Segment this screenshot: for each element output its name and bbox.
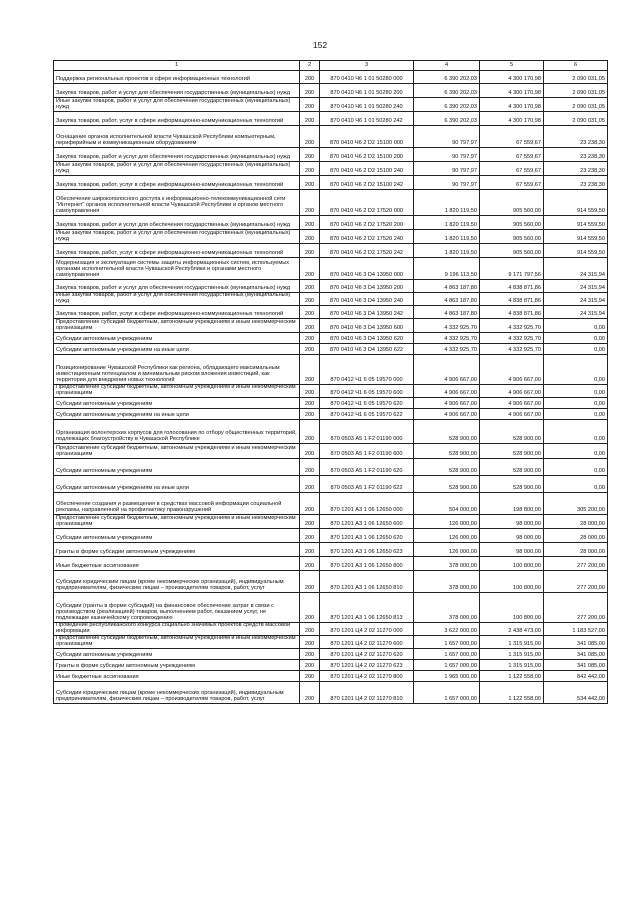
row-name: Иные закупки товаров, работ и услуг для обеспечения государственных (муниципальных) нужд [54,162,300,176]
table-row [54,190,608,216]
column-header-4: 4 [414,61,480,71]
table-row [54,681,608,703]
row-name: Иные закупки товаров, работ и услуг для обеспечения государственных (муниципальных) нужд [54,230,300,244]
row-classification-code: 870 1201 Ц4 2 02 11270 620 [320,648,414,659]
row-value-col5: 1 315 915,00 [480,659,544,670]
row-classification-code: 870 0410 Ч6 3 D4 13950 000 [320,258,414,280]
table-row [54,514,608,528]
row-code: 200 [300,570,320,592]
row-value-col6: 0,00 [544,344,608,355]
row-value-col6: 2 090 031,05 [544,71,608,84]
row-value-col5: 67 559,67 [480,126,544,148]
row-value-col6: 2 090 031,05 [544,112,608,126]
row-value-col6: 2 090 031,05 [544,84,608,98]
row-code: 200 [300,162,320,176]
table-row [54,385,608,398]
row-name: Предоставление субсидий бюджетным, автономным учреждениям и иным некоммерческим организациям [54,635,300,648]
row-classification-code: 870 1201 А3 1 06 12650 800 [320,556,414,570]
row-value-col6: 24 315,94 [544,258,608,280]
row-value-col5: 905 560,00 [480,190,544,216]
row-value-col5: 67 559,67 [480,176,544,190]
table-row [54,84,608,98]
table-row [54,148,608,162]
row-name: Закупка товаров, работ, услуг в сфере информационно-коммуникационных технологий [54,176,300,190]
row-code: 200 [300,419,320,443]
row-value-col5: 1 315 915,00 [480,635,544,648]
row-value-col4: 1 820 119,50 [414,216,480,230]
row-value-col5: 4 838 871,86 [480,306,544,319]
row-value-col4: 3 622 000,00 [414,622,480,635]
row-classification-code: 870 0410 Ч6 2 D2 15100 242 [320,176,414,190]
row-code: 200 [300,397,320,408]
row-code: 200 [300,681,320,703]
row-value-col5: 528 900,00 [480,419,544,443]
table-row [54,408,608,419]
row-value-col5: 4 906 667,00 [480,397,544,408]
row-name: Позиционирование Чувашской Республики как региона, обладающего максимальным инвестиционным потенциалом и минимальным риском вложения инвестиций, как территории для внедрения новых технологий [54,355,300,385]
budget-table-container [53,60,607,704]
row-value-col5: 67 559,67 [480,148,544,162]
column-number-row [54,61,608,71]
row-code: 200 [300,635,320,648]
row-value-col5: 4 838 871,86 [480,293,544,306]
row-value-col4: 90 797,97 [414,162,480,176]
table-row [54,71,608,84]
row-value-col6: 0,00 [544,458,608,475]
row-value-col5: 98 000,00 [480,542,544,556]
table-row [54,556,608,570]
row-value-col6: 0,00 [544,443,608,458]
row-code: 200 [300,126,320,148]
row-name: Закупка товаров, работ, услуг в сфере информационно-коммуникационных технологий [54,244,300,258]
budget-table [53,60,608,704]
row-code: 200 [300,542,320,556]
row-code: 200 [300,458,320,475]
row-classification-code: 870 1201 А3 1 06 12650 810 [320,570,414,592]
table-row [54,162,608,176]
table-row [54,659,608,670]
row-classification-code: 870 0503 А5 1 F2 01190 600 [320,443,414,458]
table-row [54,635,608,648]
row-value-col5: 100 800,00 [480,570,544,592]
row-value-col5: 100 800,00 [480,556,544,570]
row-value-col5: 4 332 925,70 [480,319,544,333]
page-number: 152 [312,40,328,50]
table-row [54,306,608,319]
row-value-col6: 24 315,94 [544,280,608,293]
row-code: 200 [300,190,320,216]
row-classification-code: 870 1201 Ц4 2 02 11270 600 [320,635,414,648]
row-classification-code: 870 0410 Ч6 3 D4 13950 620 [320,333,414,344]
row-value-col4: 1 965 000,00 [414,670,480,681]
row-code: 200 [300,492,320,514]
row-value-col5: 1 122 558,00 [480,670,544,681]
row-value-col4: 4 906 667,00 [414,397,480,408]
row-value-col6: 23 238,30 [544,162,608,176]
table-row [54,542,608,556]
row-value-col6: 341 085,00 [544,648,608,659]
row-code: 200 [300,112,320,126]
row-code: 200 [300,344,320,355]
row-code: 200 [300,556,320,570]
row-value-col4: 378 000,00 [414,556,480,570]
row-value-col5: 1 122 558,00 [480,681,544,703]
row-code: 200 [300,244,320,258]
row-code: 200 [300,475,320,492]
row-code: 200 [300,592,320,622]
row-classification-code: 870 0410 Ч6 2 D2 17520 242 [320,244,414,258]
row-code: 200 [300,258,320,280]
row-value-col6: 914 559,50 [544,230,608,244]
table-row [54,176,608,190]
row-name: Субсидии юридическим лицам (кроме некоммерческих организаций), индивидуальным предпринимателям, физическим лицам – производителям товаров, работ, услуг [54,681,300,703]
row-value-col5: 98 000,00 [480,514,544,528]
row-value-col6: 277 200,00 [544,570,608,592]
row-value-col4: 528 900,00 [414,443,480,458]
row-value-col5: 528 900,00 [480,475,544,492]
row-value-col6: 341 085,00 [544,659,608,670]
row-classification-code: 870 0410 Ч6 3 D4 13950 240 [320,293,414,306]
row-name: Предоставление субсидий бюджетным, автономным учреждениям и иным некоммерческим организациям [54,514,300,528]
row-classification-code: 870 1201 А3 1 06 12650 000 [320,492,414,514]
row-code: 200 [300,148,320,162]
row-value-col6: 2 090 031,05 [544,98,608,112]
row-value-col5: 528 900,00 [480,443,544,458]
row-value-col4: 90 797,97 [414,176,480,190]
row-classification-code: 870 0410 Ч6 2 D2 17520 200 [320,216,414,230]
column-header-6: 6 [544,61,608,71]
row-value-col4: 4 863 187,80 [414,293,480,306]
row-value-col6: 28 000,00 [544,514,608,528]
row-value-col5: 4 300 170,98 [480,98,544,112]
row-value-col6: 28 000,00 [544,528,608,542]
table-row [54,344,608,355]
row-value-col6: 534 442,00 [544,681,608,703]
row-value-col4: 4 863 187,80 [414,306,480,319]
row-name: Проведение республиканского конкурса социально значимых проектов средств массовой информации [54,622,300,635]
row-value-col6: 23 238,30 [544,176,608,190]
row-code: 200 [300,443,320,458]
row-value-col5: 2 438 473,00 [480,622,544,635]
row-value-col6: 24 315,94 [544,306,608,319]
row-name: Субсидии юридическим лицам (кроме некоммерческих организаций), индивидуальным предпринимателям, физическим лицам – производителям товаров, работ, услуг [54,570,300,592]
row-code: 200 [300,670,320,681]
row-name: Субсидии автономным учреждениям [54,648,300,659]
row-classification-code: 870 0410 Ч6 2 D2 15100 240 [320,162,414,176]
row-code: 200 [300,84,320,98]
row-value-col6: 0,00 [544,333,608,344]
row-value-col6: 341 085,00 [544,635,608,648]
row-name: Субсидии автономным учреждениям [54,397,300,408]
row-value-col5: 4 906 667,00 [480,408,544,419]
row-classification-code: 870 0412 Ч1 6 05 19570 622 [320,408,414,419]
row-value-col6: 0,00 [544,475,608,492]
row-value-col4: 1 820 119,50 [414,230,480,244]
row-value-col4: 126 000,00 [414,528,480,542]
row-classification-code: 870 0410 Ч6 1 01 50280 000 [320,71,414,84]
row-code: 200 [300,306,320,319]
row-value-col4: 6 390 202,03 [414,98,480,112]
row-classification-code: 870 0412 Ч1 6 05 19570 000 [320,355,414,385]
row-value-col4: 4 906 667,00 [414,408,480,419]
table-row [54,458,608,475]
row-value-col5: 905 560,00 [480,244,544,258]
table-row [54,397,608,408]
row-code: 200 [300,622,320,635]
row-value-col5: 98 000,00 [480,528,544,542]
row-value-col6: 0,00 [544,397,608,408]
row-value-col4: 4 332 925,70 [414,344,480,355]
row-code: 200 [300,648,320,659]
row-name: Субсидии автономным учреждениям на иные цели [54,344,300,355]
row-value-col5: 4 300 170,98 [480,71,544,84]
table-row [54,319,608,333]
row-name: Иные бюджетные ассигнования [54,556,300,570]
row-value-col4: 1 657 000,00 [414,659,480,670]
row-value-col4: 1 657 000,00 [414,648,480,659]
row-value-col5: 4 300 170,98 [480,84,544,98]
row-value-col6: 0,00 [544,355,608,385]
row-name: Субсидии автономным учреждениям на иные цели [54,475,300,492]
row-name: Закупка товаров, работ и услуг для обеспечения государственных (муниципальных) нужд [54,280,300,293]
row-name: Закупка товаров, работ, услуг в сфере информационно-коммуникационных технологий [54,306,300,319]
row-value-col4: 528 900,00 [414,458,480,475]
row-name: Организация волонтерских корпусов для голосования по отбору общественных территорий, подлежащих благоустройству в Чувашской Республике [54,419,300,443]
row-value-col4: 528 900,00 [414,419,480,443]
row-value-col4: 126 000,00 [414,542,480,556]
table-row [54,528,608,542]
row-name: Закупка товаров, работ, услуг в сфере информационно-коммуникационных технологий [54,112,300,126]
row-value-col5: 4 906 667,00 [480,355,544,385]
table-row [54,216,608,230]
row-name: Обеспечение широкополосного доступа к информационно-телекоммуникационной сети "Интернет" органов исполнительной власти Чувашской Республики и органов местного самоуправления [54,190,300,216]
row-value-col6: 0,00 [544,408,608,419]
row-code: 200 [300,176,320,190]
row-code: 200 [300,98,320,112]
row-value-col5: 905 560,00 [480,230,544,244]
row-classification-code: 870 1201 А3 1 06 12650 620 [320,528,414,542]
row-code: 200 [300,408,320,419]
row-value-col4: 90 797,97 [414,126,480,148]
row-value-col5: 4 332 925,70 [480,344,544,355]
row-value-col4: 378 000,00 [414,570,480,592]
row-value-col4: 528 900,00 [414,475,480,492]
row-value-col6: 1 183 527,00 [544,622,608,635]
row-code: 200 [300,355,320,385]
row-value-col4: 1 820 119,50 [414,190,480,216]
row-classification-code: 870 0410 Ч6 3 D4 13950 600 [320,319,414,333]
row-name: Предоставление субсидий бюджетным, автономным учреждениям и иным некоммерческим организациям [54,385,300,398]
row-classification-code: 870 0410 Ч6 1 01 50280 242 [320,112,414,126]
table-row [54,293,608,306]
row-value-col6: 0,00 [544,419,608,443]
row-classification-code: 870 1201 Ц4 2 02 11270 800 [320,670,414,681]
table-row [54,622,608,635]
table-body [54,71,608,704]
table-row [54,570,608,592]
row-classification-code: 870 0410 Ч6 2 D2 15100 000 [320,126,414,148]
table-row [54,258,608,280]
row-name: Иные закупки товаров, работ и услуг для обеспечения государственных (муниципальных) нужд [54,98,300,112]
table-row [54,333,608,344]
table-row [54,126,608,148]
row-code: 200 [300,230,320,244]
row-code: 200 [300,528,320,542]
table-row [54,670,608,681]
row-value-col6: 277 200,00 [544,556,608,570]
row-value-col4: 4 332 925,70 [414,319,480,333]
row-value-col4: 6 390 202,03 [414,112,480,126]
row-classification-code: 870 1201 А3 1 06 12650 623 [320,542,414,556]
row-value-col6: 23 238,30 [544,126,608,148]
row-name: Обеспечение создания и размещения в средствах массовой информации социальной рекламы, направленной на профилактику правонарушений [54,492,300,514]
row-value-col4: 6 390 202,03 [414,84,480,98]
row-classification-code: 870 0412 Ч1 6 05 19570 600 [320,385,414,398]
row-classification-code: 870 0503 А5 1 F2 01190 622 [320,475,414,492]
table-row [54,98,608,112]
row-name: Оснащение органов исполнительной власти Чувашской Республики компьютерным, периферийным и коммуникационным оборудованием [54,126,300,148]
row-classification-code: 870 1201 Ц4 2 02 11270 810 [320,681,414,703]
row-value-col4: 4 863 187,80 [414,280,480,293]
row-classification-code: 870 0410 Ч6 3 D4 13950 242 [320,306,414,319]
row-classification-code: 870 0503 А5 1 F2 01190 620 [320,458,414,475]
row-value-col5: 4 300 170,98 [480,112,544,126]
row-value-col6: 277 200,00 [544,592,608,622]
row-value-col4: 6 390 202,03 [414,71,480,84]
row-name: Закупка товаров, работ и услуг для обеспечения государственных (муниципальных) нужд [54,84,300,98]
row-classification-code: 870 0410 Ч6 3 D4 13950 200 [320,280,414,293]
row-value-col4: 9 196 113,50 [414,258,480,280]
row-code: 200 [300,514,320,528]
row-name: Предоставление субсидий бюджетным, автономным учреждениям и иным некоммерческим организациям [54,319,300,333]
row-value-col5: 9 171 797,56 [480,258,544,280]
row-classification-code: 870 1201 Ц4 2 02 11270 623 [320,659,414,670]
table-row [54,355,608,385]
table-row [54,280,608,293]
row-value-col4: 1 820 119,50 [414,244,480,258]
row-value-col4: 378 000,00 [414,592,480,622]
row-value-col5: 1 315 915,00 [480,648,544,659]
row-value-col5: 528 900,00 [480,458,544,475]
row-value-col4: 1 657 000,00 [414,681,480,703]
row-name: Модернизация и эксплуатация системы защиты информационных систем, используемых органами исполнительной власти Чувашской Республики и органами местного самоуправления [54,258,300,280]
column-header-2: 2 [300,61,320,71]
row-classification-code: 870 1201 Ц4 2 02 11270 000 [320,622,414,635]
row-classification-code: 870 1201 А3 1 06 12650 813 [320,592,414,622]
row-value-col5: 4 838 871,86 [480,280,544,293]
row-value-col6: 842 442,00 [544,670,608,681]
row-code: 200 [300,385,320,398]
row-name: Субсидии автономным учреждениям [54,458,300,475]
row-classification-code: 870 0410 Ч6 2 D2 17520 000 [320,190,414,216]
row-code: 200 [300,659,320,670]
table-row [54,492,608,514]
table-row [54,244,608,258]
row-code: 200 [300,333,320,344]
row-name: Гранты в форме субсидии автономным учреждениям [54,542,300,556]
table-row [54,592,608,622]
table-row [54,475,608,492]
row-value-col6: 28 000,00 [544,542,608,556]
row-classification-code: 870 1201 А3 1 06 12650 600 [320,514,414,528]
row-value-col6: 24 315,94 [544,293,608,306]
table-row [54,648,608,659]
row-value-col4: 4 906 667,00 [414,385,480,398]
column-header-5: 5 [480,61,544,71]
row-value-col4: 504 000,00 [414,492,480,514]
row-classification-code: 870 0412 Ч1 6 05 19570 620 [320,397,414,408]
table-row [54,230,608,244]
row-value-col4: 90 797,97 [414,148,480,162]
row-name: Субсидии автономным учреждениям на иные цели [54,408,300,419]
row-code: 200 [300,216,320,230]
row-name: Субсидии (гранты в форме субсидий) на финансовое обеспечение затрат в связи с производством (реализацией) товаров, выполнением работ, оказанием услуг, не подлежащие казначейскому сопровождению [54,592,300,622]
row-classification-code: 870 0410 Ч6 2 D2 15100 200 [320,148,414,162]
row-name: Поддержка региональных проектов в сфере информационных технологий [54,71,300,84]
row-name: Закупка товаров, работ и услуг для обеспечения государственных (муниципальных) нужд [54,148,300,162]
row-classification-code: 870 0410 Ч6 2 D2 17520 240 [320,230,414,244]
row-value-col6: 914 559,50 [544,244,608,258]
row-code: 200 [300,319,320,333]
row-name: Иные закупки товаров, работ и услуг для обеспечения государственных (муниципальных) нужд [54,293,300,306]
row-value-col4: 4 332 925,70 [414,333,480,344]
table-row [54,419,608,443]
row-name: Предоставление субсидий бюджетным, автономным учреждениям и иным некоммерческим организациям [54,443,300,458]
row-value-col4: 4 906 667,00 [414,355,480,385]
row-name: Закупка товаров, работ и услуг для обеспечения государственных (муниципальных) нужд [54,216,300,230]
row-value-col6: 305 200,00 [544,492,608,514]
row-value-col6: 23 238,30 [544,148,608,162]
row-value-col5: 198 800,00 [480,492,544,514]
row-name: Субсидии автономным учреждениям [54,333,300,344]
column-header-3: 3 [320,61,414,71]
row-value-col5: 4 906 667,00 [480,385,544,398]
row-classification-code: 870 0503 А5 1 F2 01190 000 [320,419,414,443]
row-classification-code: 870 0410 Ч6 3 D4 13950 622 [320,344,414,355]
row-value-col6: 914 559,50 [544,216,608,230]
row-value-col5: 67 559,67 [480,162,544,176]
row-value-col5: 100 800,00 [480,592,544,622]
table-row [54,112,608,126]
row-value-col6: 914 559,50 [544,190,608,216]
row-name: Субсидии автономным учреждениям [54,528,300,542]
row-classification-code: 870 0410 Ч6 1 01 50280 200 [320,84,414,98]
row-value-col6: 0,00 [544,319,608,333]
row-value-col6: 0,00 [544,385,608,398]
row-code: 200 [300,71,320,84]
row-value-col5: 4 332 925,70 [480,333,544,344]
row-value-col4: 126 000,00 [414,514,480,528]
row-code: 200 [300,280,320,293]
row-value-col4: 1 657 000,00 [414,635,480,648]
row-classification-code: 870 0410 Ч6 1 01 50280 240 [320,98,414,112]
table-row [54,443,608,458]
row-name: Гранты в форме субсидии автономным учреждениям [54,659,300,670]
row-code: 200 [300,293,320,306]
column-header-1: 1 [54,61,300,71]
row-value-col5: 905 560,00 [480,216,544,230]
row-name: Иные бюджетные ассигнования [54,670,300,681]
